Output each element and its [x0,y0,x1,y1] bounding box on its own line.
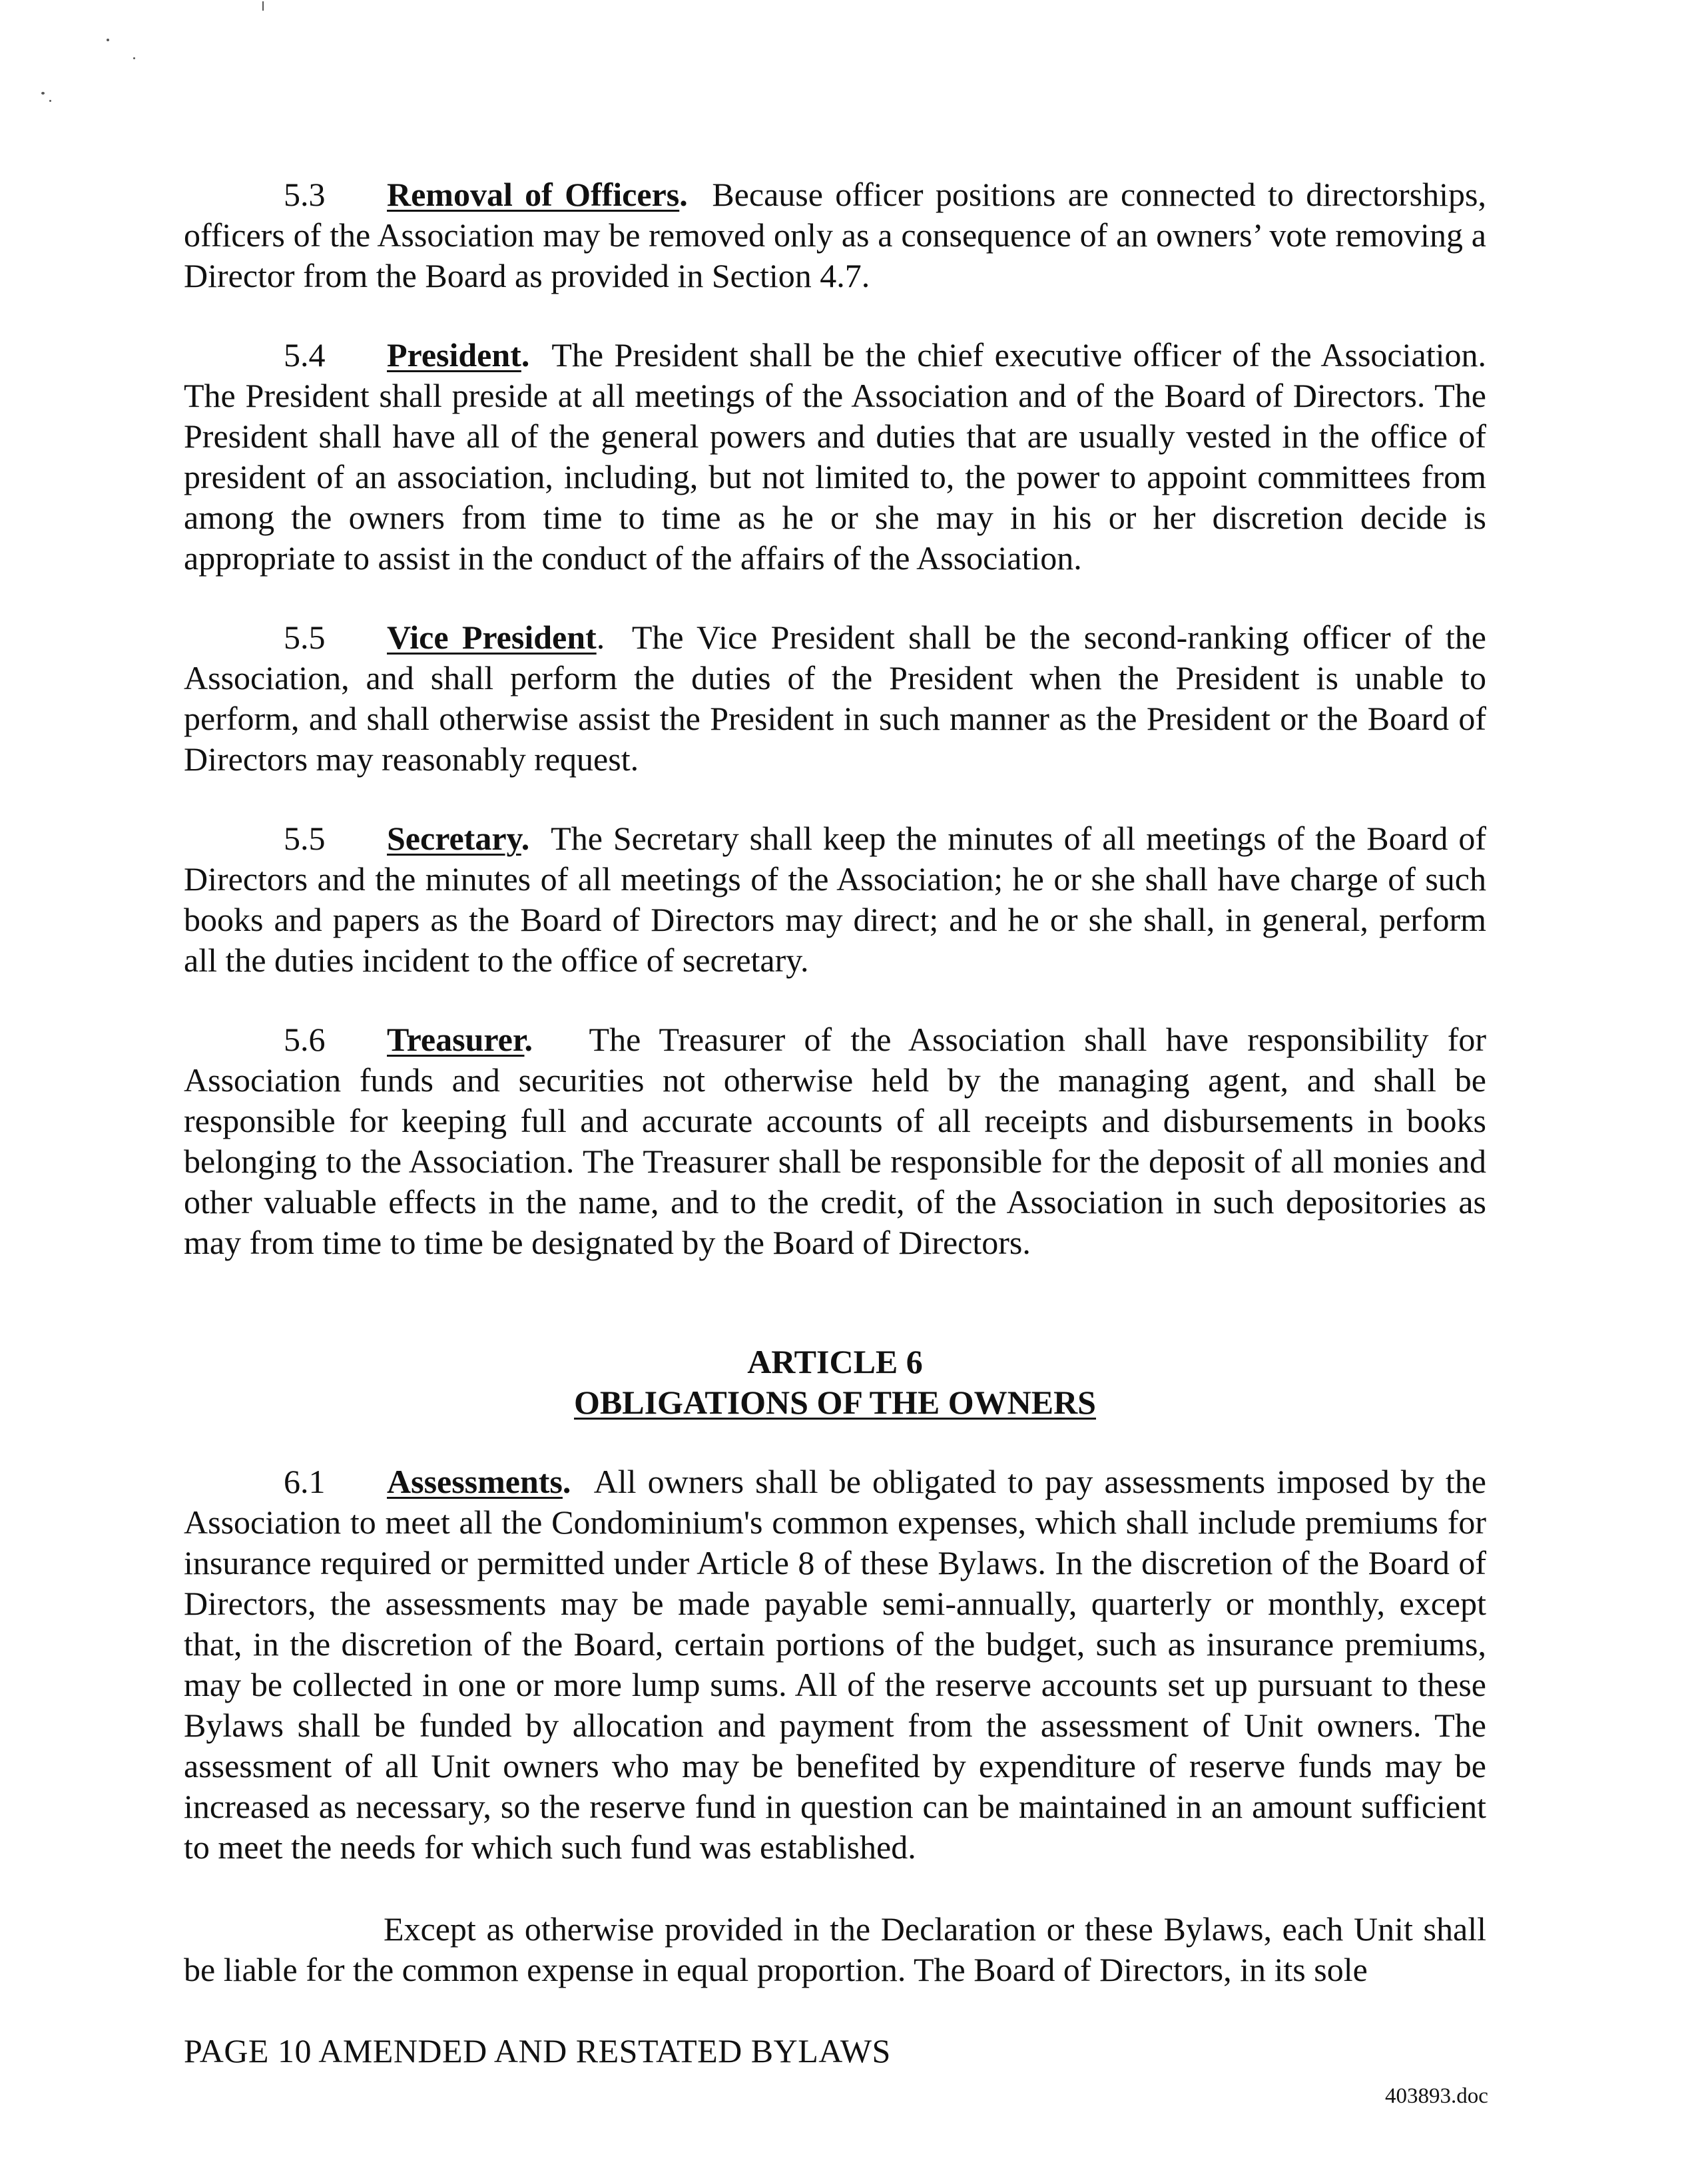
section-text: All owners shall be obligated to pay assessments imposed by the Association to meet all the Condominium's common expenses, which shall include premiums for insurance required or permitted under Article 8 of these Bylaws. In the discretion of the Board of Directors, the assessments may be made payable semi-annually, quarterly or monthly, except that, in the discretion of the Board, certain portions of the budget, such as insurance premiums, may be collected in one or more lump sums. All of the reserve accounts set up pursuant to these Bylaws shall be funded by allocation and payment from the assessment of Unit owners. The assessment of all Unit owners who may be benefited by expenditure of reserve funds may be increased as necessary, so the reserve fund in question can be maintained in an amount sufficient to meet the needs for which such fund was established. [184,1463,1486,1866]
section-heading: President [387,336,521,374]
section-heading: Assessments [387,1463,563,1500]
section-number: 5.4 [284,336,326,374]
scan-speck [41,92,45,95]
section-6-1: 6.1 Assessments. All owners shall be obligated to pay assessments imposed by the Association to meet all the Condominium's common expenses, which shall include premiums for insurance required or permitted under Article 8 of these Bylaws. In the discretion of the Board of Directors, the assessments may be made payable semi-annually, quarterly or monthly, except that, in the discretion of the Board, certain portions of the budget, such as insurance premiums, may be collected in one or more lump sums. All of the reserve accounts set up pursuant to these Bylaws shall be funded by allocation and payment from the assessment of Unit owners. The assessment of all Unit owners who may be benefited by expenditure of reserve funds may be increased as necessary, so the reserve fund in question can be maintained in an amount sufficient to meet the needs for which such fund was established. [184,1463,1486,1866]
section-text: Because officer positions are connected to directorships, officers of the Association may be removed only as a consequence of an owners’ vote removing a Director from the Board as provided in Section 4.7. [184,176,1486,294]
section-number: 5.6 [284,1021,326,1058]
article-number: ARTICLE 6 [747,1343,923,1380]
section-heading: Treasurer [387,1021,525,1058]
footer-doc-id: 403893.doc [1385,2084,1488,2108]
section-text: The Secretary shall keep the minutes of all meetings of the Board of Directors and the minutes of all meetings of the Association; he or she shall have charge of such books and papers as the Board of Directors may direct; and he or she shall, in general, perform all the duties incident to the office of secretary. [184,820,1487,979]
article-heading [184,1342,1486,1423]
section-5-5-vice-president: 5.5 Vice President. The Vice President shall be the second-ranking officer of the Association, and shall perform the duties of the President when the President is unable to perform, and shall otherwise assist the President in such manner as the President or the Board of Directors may reasonably request. [184,619,1486,778]
section-5-6: 5.6 Treasurer. The Treasurer of the Association shall have responsibility for Association funds and securities not otherwise held by the managing agent, and shall be responsible for keeping full and accurate accounts of all receipts and disbursements in books belonging to the Association. The Treasurer shall be responsible for the deposit of all monies and other valuable effects in the name, and to the credit, of the Association in such depositories as may from time to time be designated by the Board of Directors. [184,1021,1487,1261]
section-text: The President shall be the chief executive officer of the Association. The President shall preside at all meetings of the Association and of the Board of Directors. The President shall have all of the general powers and duties that are usually vested in the office of president of an association, including, but not limited to, the power to appoint committees from among the owners from time to time as he or she may in his or her discretion decide is appropriate to assist in the conduct of the affairs of the Association. [184,336,1486,577]
section-number: 5.5 [284,619,326,656]
section-number: 6.1 [284,1463,326,1500]
section-heading: Removal of Officers [387,176,680,213]
scan-speck [107,39,109,41]
footer-page-label: PAGE 10 AMENDED AND RESTATED BYLAWS [184,2032,891,2069]
document-body [184,174,1486,1990]
scan-speck [262,1,264,11]
continuation-paragraph: Except as otherwise provided in the Declaration or these Bylaws, each Unit shall be liable for the common expense in equal proportion. The Board of Directors, in its sole [184,1910,1486,1988]
section-heading: Secretary [387,820,521,857]
scan-speck [49,100,51,102]
section-number: 5.3 [284,176,326,213]
section-5-5-secretary: 5.5 Secretary. The Secretary shall keep the minutes of all meetings of the Board of Directors and the minutes of all meetings of the Association; he or she shall have charge of such books and papers as the Board of Directors may direct; and he or she shall, in general, perform all the duties incident to the office of secretary. [184,820,1487,979]
scan-speck [133,57,135,59]
section-text: The Vice President shall be the second-ranking officer of the Association, and shall perform the duties of the President when the President is unable to perform, and shall otherwise assist the President in such manner as the President or the Board of Directors may reasonably request. [184,619,1486,778]
section-5-3: 5.3 Removal of Officers. Because officer positions are connected to directorships, officers of the Association may be removed only as a consequence of an owners’ vote removing a Director from the Board as provided in Section 4.7. [184,176,1486,294]
section-5-4: 5.4 President. The President shall be the chief executive officer of the Association. The President shall preside at all meetings of the Association and of the Board of Directors. The President shall have all of the general powers and duties that are usually vested in the office of president of an association, including, but not limited to, the power to appoint committees from among the owners from time to time as he or she may in his or her discretion decide is appropriate to assist in the conduct of the affairs of the Association. [184,336,1486,577]
section-heading: Vice President [387,619,597,656]
article-title: OBLIGATIONS OF THE OWNERS [574,1384,1096,1421]
section-number: 5.5 [284,820,326,857]
section-text: The Treasurer of the Association shall have responsibility for Association funds and securities not otherwise held by the managing agent, and shall be responsible for keeping full and accurate accounts of all receipts and disbursements in books belonging to the Association. The Treasurer shall be responsible for the deposit of all monies and other valuable effects in the name, and to the credit, of the Association in such depositories as may from time to time be designated by the Board of Directors. [184,1021,1487,1261]
